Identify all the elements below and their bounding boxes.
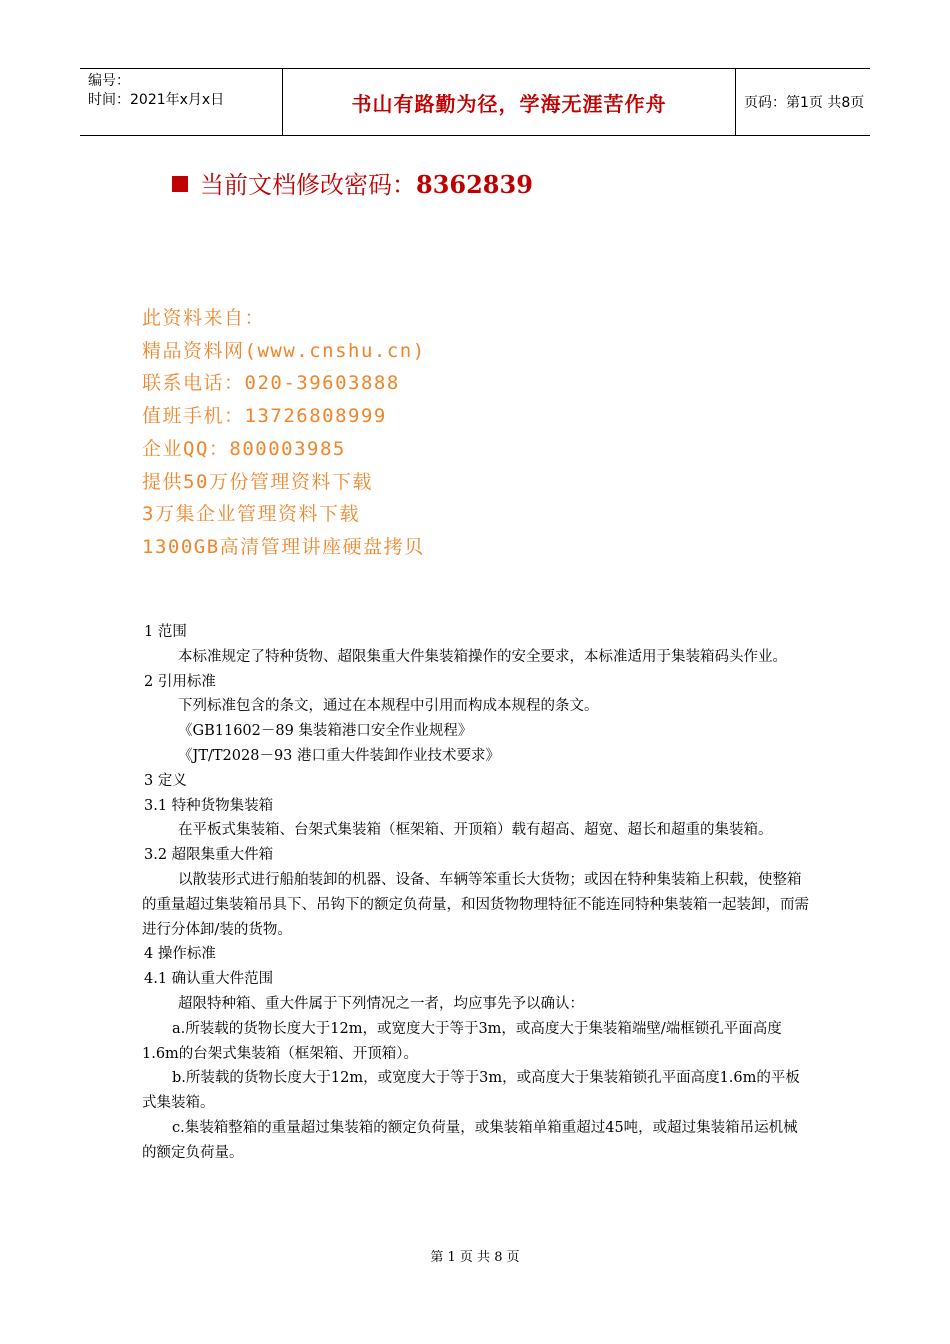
paragraph: 《GB11602－89 集装箱港口安全作业规程》 (178, 723, 473, 740)
document-number: 编号： (88, 73, 130, 89)
section-heading: 3.1 特种货物集装箱 (144, 797, 274, 814)
source-advert (142, 302, 426, 564)
header-meta (80, 69, 282, 135)
password-notice (172, 168, 533, 202)
advert-line: 此资料来自： (142, 307, 266, 329)
header-page-number: 页码：第1页 共8页 (744, 95, 865, 111)
section-heading: 1 范围 (144, 624, 187, 640)
advert-line: 提供50万份管理资料下载 (142, 470, 373, 493)
document-time: 时间：2021年x月x日 (88, 92, 225, 108)
section-heading: 3 定义 (144, 772, 187, 789)
section-heading: 4.1 确认重大件范围 (144, 971, 274, 988)
advert-line: 精品资料网(www.cnshu.cn) (142, 339, 426, 362)
section-heading: 2 引用标准 (144, 673, 216, 690)
header-motto: 书山有路勤为径，学海无涯苦作舟 (282, 69, 736, 135)
advert-line: 1300GB高清管理讲座硬盘拷贝 (142, 535, 425, 558)
list-item: c.集装箱整箱的重量超过集装箱的额定负荷量，或集装箱单箱重超过45吨，或超过集装箱吊运机械的额定负荷量。 (142, 1119, 798, 1161)
paragraph: 在平板式集装箱、台架式集装箱（框架箱、开顶箱）载有超高、超宽、超长和超重的集装箱。 (178, 822, 773, 839)
paragraph: 下列标准包含的条文，通过在本规程中引用而构成本规程的条文。 (178, 698, 599, 715)
password-code: 8362839 (416, 170, 533, 199)
page-footer: 第 1 页 共 8 页 (430, 1250, 520, 1265)
section-heading: 3.2 超限集重大件箱 (144, 847, 274, 864)
advert-line: 联系电话：020-39603888 (142, 372, 400, 395)
page-header (80, 68, 870, 136)
advert-line: 企业QQ：800003985 (142, 437, 346, 460)
document-body (142, 620, 812, 1166)
paragraph: 《JT/T2028－93 港口重大件装卸作业技术要求》 (178, 747, 501, 764)
advert-line: 值班手机：13726808999 (142, 405, 387, 428)
square-bullet-icon (172, 176, 188, 192)
paragraph: 以散装形式进行船舶装卸的机器、设备、车辆等笨重长大货物；或因在特种集装箱上积载，使整箱的重量超过集装箱吊具下、吊钩下的额定负荷量，和因货物物理特征不能连同特种集装箱一起装卸，而需进行分体卸/装的货物。 (142, 871, 809, 938)
advert-line: 3万集企业管理资料下载 (142, 503, 360, 526)
section-heading: 4 操作标准 (144, 946, 216, 963)
paragraph: 超限特种箱、重大件属于下列情况之一者，均应事先予以确认： (178, 995, 584, 1012)
paragraph: 本标准规定了特种货物、超限集重大件集装箱操作的安全要求，本标准适用于集装箱码头作业。 (178, 648, 787, 665)
list-item: b.所装载的货物长度大于12m，或宽度大于等于3m，或高度大于集装箱锁孔平面高度1.6m的平板式集装箱。 (142, 1070, 800, 1112)
list-item: a.所装载的货物长度大于12m，或宽度大于等于3m，或高度大于集装箱端壁/端框锁孔平面高度1.6m的台架式集装箱（框架箱、开顶箱）。 (142, 1020, 782, 1062)
password-label: 当前文档修改密码： (200, 171, 416, 199)
